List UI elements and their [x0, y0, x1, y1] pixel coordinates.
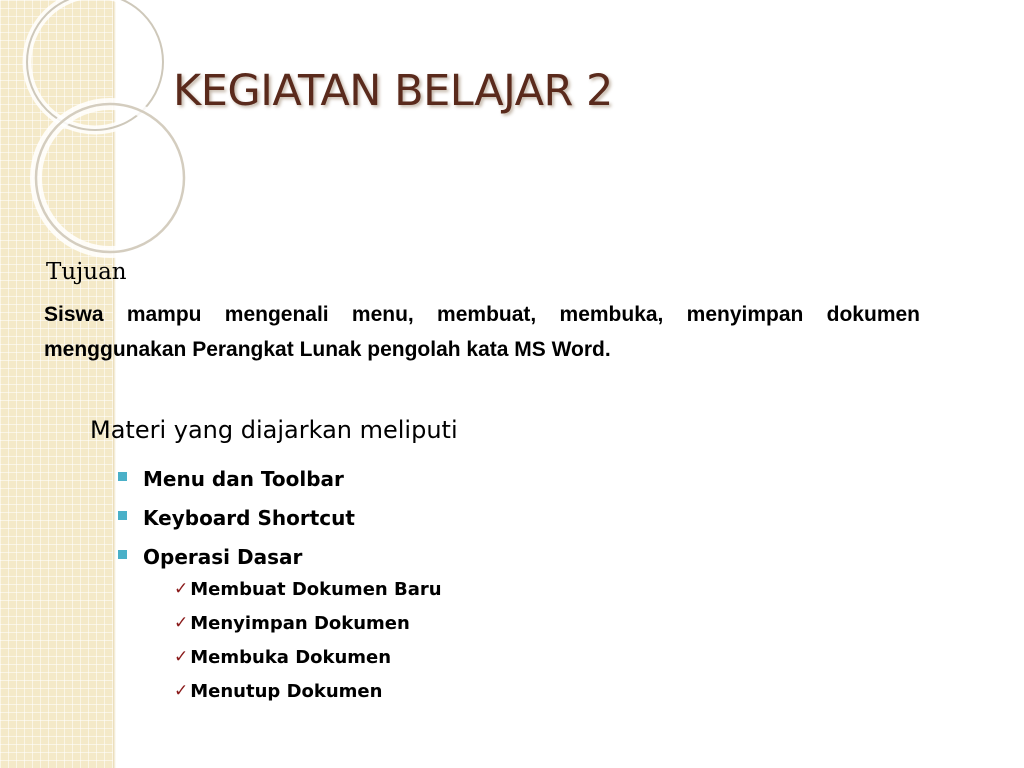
sub-topic-label: Menyimpan Dokumen: [190, 612, 410, 634]
topic-label: Operasi Dasar: [143, 544, 303, 569]
sub-topic-label: Menutup Dokumen: [190, 680, 383, 702]
checkmark-icon: ✓: [174, 613, 189, 633]
topic-item: [118, 459, 355, 498]
topic-label: Keyboard Shortcut: [143, 505, 355, 530]
sub-topic-label: Membuka Dokumen: [190, 646, 392, 668]
goal-text: Siswa mampu mengenali menu, membuat, membuka, menyimpan dokumen menggunakan Perangkat Lunak pengolah kata MS Word.: [44, 303, 920, 361]
sub-topic-item: [174, 640, 442, 674]
material-heading: Materi yang diajarkan meliputi: [90, 416, 458, 444]
decorative-rings: [0, 0, 200, 260]
goal-heading: Tujuan: [46, 259, 127, 285]
square-bullet-icon: [118, 511, 127, 520]
sub-topic-label: Membuat Dokumen Baru: [190, 578, 442, 600]
square-bullet-icon: [118, 550, 127, 559]
sub-topic-item: [174, 606, 442, 640]
checkmark-icon: ✓: [174, 647, 189, 667]
sub-topic-item: [174, 674, 442, 708]
checkmark-icon: ✓: [174, 579, 189, 599]
sub-topic-list: [174, 572, 442, 708]
topic-item: [118, 498, 355, 537]
topic-label: Menu dan Toolbar: [143, 466, 344, 491]
checkmark-icon: ✓: [174, 681, 189, 701]
sub-topic-item: [174, 572, 442, 606]
slide-title: KEGIATAN BELAJAR 2: [173, 66, 613, 116]
topic-item: [118, 537, 355, 576]
topic-list: [118, 459, 355, 576]
square-bullet-icon: [118, 472, 127, 481]
